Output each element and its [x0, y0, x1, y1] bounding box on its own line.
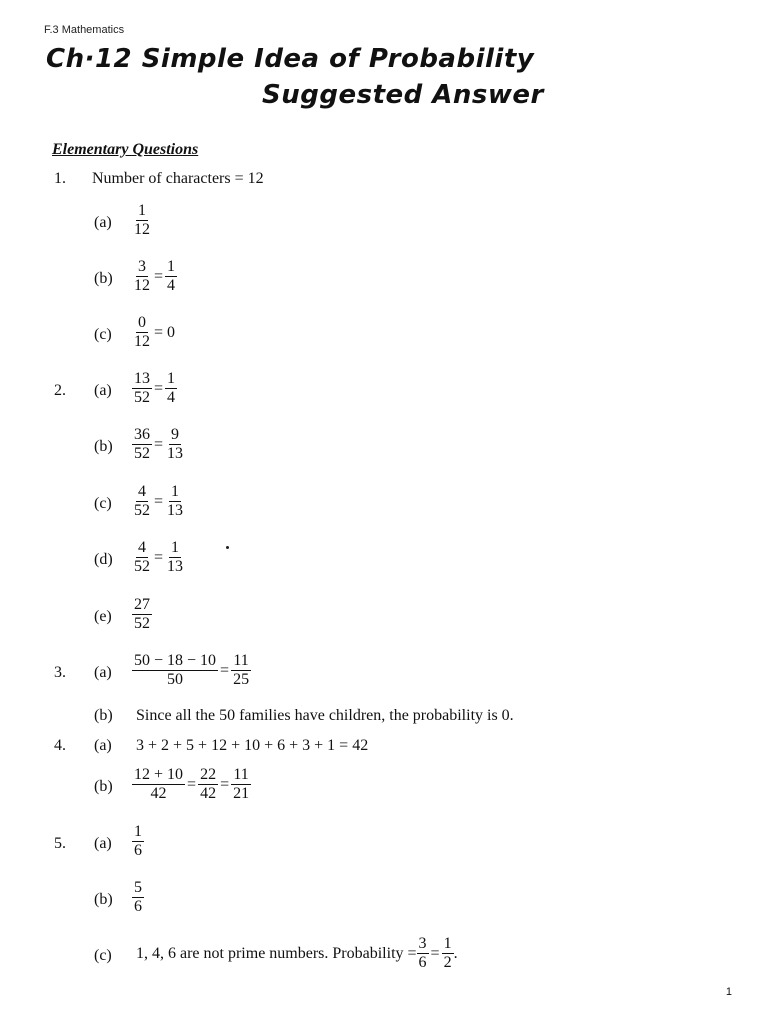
stray-mark [226, 546, 229, 549]
fraction: $\frac{13}{52}$ [134, 370, 150, 406]
fraction: $\frac{3}{6}$ [418, 935, 427, 971]
answer-expression: 1, 4, 6 are not prime numbers. Probability = $\frac{3}{6}$ = $\frac{1}{2}$ . [136, 935, 458, 971]
fraction: $\frac{4}{52}$ [134, 483, 150, 519]
fraction: $\frac{3}{12}$ [134, 258, 150, 294]
fraction: $\frac{9}{13}$ [167, 426, 184, 462]
fraction: $\frac{50 - 18 - 10}{50}$ [134, 652, 217, 688]
question-number: 4. [54, 737, 66, 754]
answer-expression: $\frac{4}{52}$ = $\frac{1}{13}$ [134, 483, 184, 519]
answer-expression: $\frac{0}{12}$ = 0 [134, 314, 176, 350]
page-title: Ch·12 Simple Idea of Probability [46, 44, 535, 74]
fraction: $\frac{1}{6}$ [134, 823, 142, 859]
fraction: $\frac{1}{4}$ [167, 258, 176, 294]
fraction: $\frac{1}{4}$ [167, 370, 176, 406]
answer-text: Since all the 50 families have children, the probability is 0. [136, 707, 514, 724]
fraction: $\frac{11}{25}$ [233, 652, 250, 688]
fraction: $\frac{11}{21}$ [233, 766, 250, 802]
part-label: (a) [94, 835, 112, 852]
answer-expression [132, 596, 152, 633]
page-subtitle: Suggested Answer [262, 80, 544, 110]
part-label: (b) [94, 707, 113, 724]
fraction: $\frac{1}{13}$ [167, 483, 184, 519]
fraction: $\frac{12 + 10}{42}$ [134, 766, 184, 802]
answer-expression [132, 823, 144, 860]
part-label: (a) [94, 382, 112, 399]
section-heading: Elementary Questions [52, 141, 199, 158]
part-label: (a) [94, 214, 112, 231]
answer-expression: $\frac{12 + 10}{42}$ = $\frac{22}{42}$ = $\frac{11}{21}$ [134, 766, 250, 802]
part-label: (a) [94, 737, 112, 754]
question-number: 1. [54, 170, 66, 187]
question-number: 5. [54, 835, 66, 852]
question-number: 2. [54, 382, 66, 399]
question-number: 3. [54, 664, 66, 681]
fraction: $\frac{1}{12}$ [134, 202, 150, 238]
fraction: $\frac{0}{12}$ [134, 314, 150, 350]
part-label: (b) [94, 270, 113, 287]
part-label: (d) [94, 551, 113, 568]
answer-expression: $\frac{50 - 18 - 10}{50}$ = $\frac{11}{25}$ [134, 652, 250, 688]
answer-expression: $\frac{36}{52}$ = $\frac{9}{13}$ [134, 426, 184, 462]
fraction: $\frac{27}{52}$ [134, 596, 150, 632]
part-label: (c) [94, 326, 112, 343]
answer-expression [132, 879, 144, 916]
part-label: (b) [94, 891, 113, 908]
fraction: $\frac{4}{52}$ [134, 539, 150, 575]
answer-text: 1, 4, 6 are not prime numbers. Probability = [136, 944, 417, 962]
fraction: $\frac{1}{2}$ [443, 935, 452, 971]
answer-expression: $\frac{3}{12}$ = $\frac{1}{4}$ [134, 258, 176, 294]
fraction: $\frac{36}{52}$ [134, 426, 150, 462]
fraction: $\frac{22}{42}$ [200, 766, 217, 802]
fraction: $\frac{1}{13}$ [167, 539, 184, 575]
answer-expression [132, 202, 152, 239]
question-text: Number of characters = 12 [92, 170, 264, 187]
part-label: (c) [94, 495, 112, 512]
part-label: (b) [94, 438, 113, 455]
part-label: (a) [94, 664, 112, 681]
part-label: (b) [94, 778, 113, 795]
part-label: (c) [94, 947, 112, 964]
answer-expression: $\frac{4}{52}$ = $\frac{1}{13}$ [134, 539, 184, 575]
course-header: F.3 Mathematics [44, 24, 125, 36]
answer-text: 3 + 2 + 5 + 12 + 10 + 6 + 3 + 1 = 42 [136, 737, 369, 754]
answer-expression: $\frac{13}{52}$ = $\frac{1}{4}$ [134, 370, 176, 406]
part-label: (e) [94, 608, 112, 625]
fraction: $\frac{5}{6}$ [134, 879, 142, 915]
page-number: 1 [725, 986, 732, 998]
